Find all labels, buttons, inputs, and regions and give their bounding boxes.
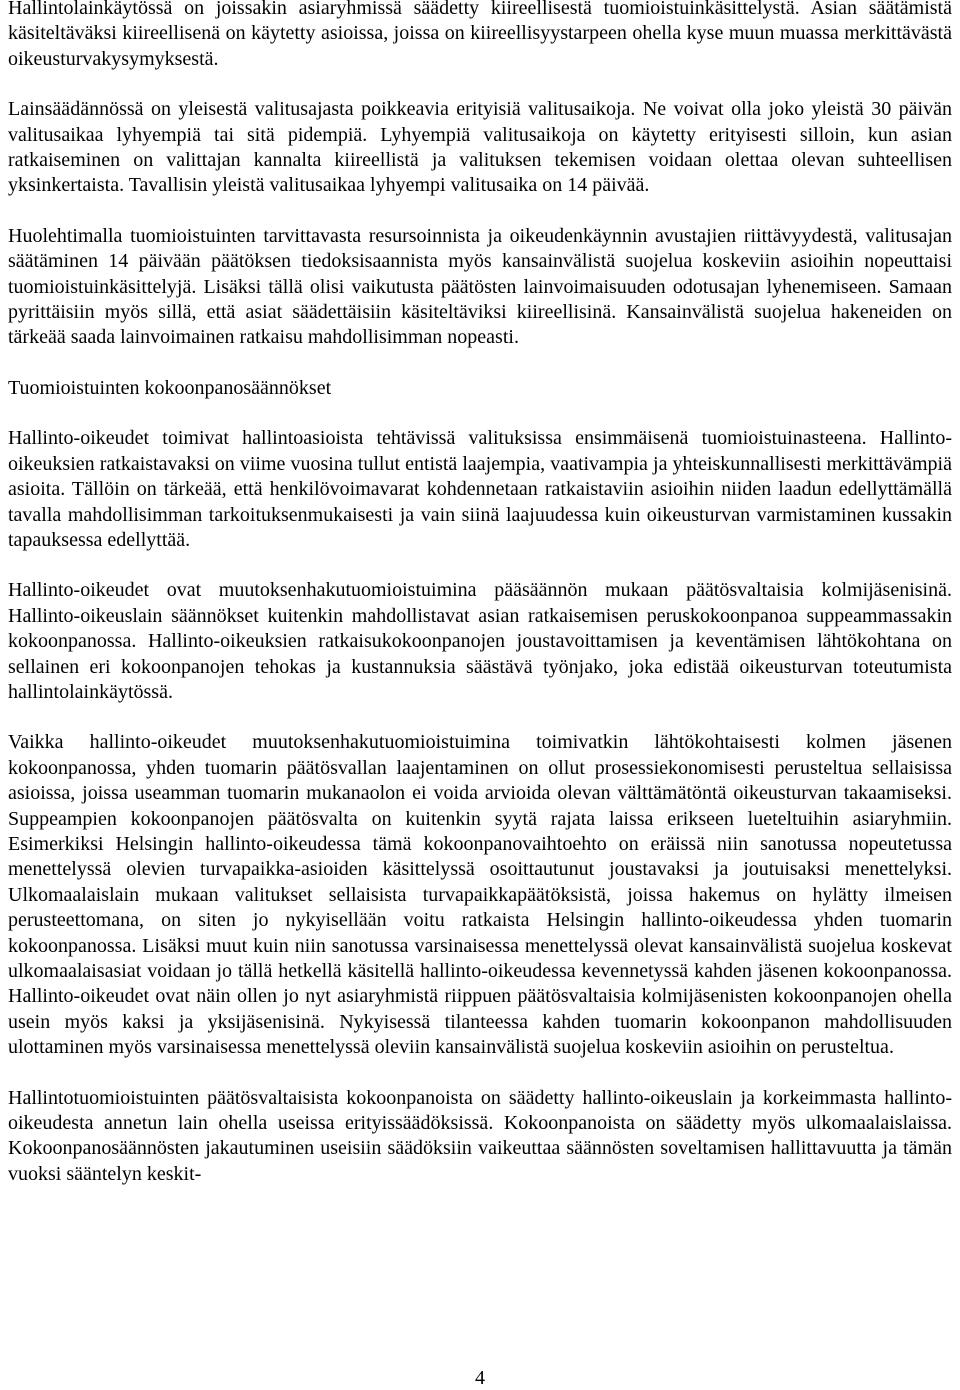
paragraph-three-member: Hallinto-oikeudet ovat muutoksenhakutuomioistuimina pääsäännön mukaan päätösvaltaisia kolmijäsenisinä. Hallinto-oikeuslain säännökset kuitenkin mahdollistavat asian ratkaisemisen peruskokoonpanoa suppeammassakin kokoonpanossa. Hallinto-oikeuksien ratkaisukokoonpanojen joustavoittamisen ja keventämisen lähtökohtana on sellainen eri kokoonpanojen tehokas ja kustannuksia säästävä työnjako, joka edistää oikeusturvan toteutumista hallintolainkäytössä. bbox=[8, 579, 952, 703]
page-number: 4 bbox=[475, 1367, 485, 1389]
section-heading: Tuomioistuinten kokoonpanosäännökset bbox=[8, 376, 332, 399]
document-page bbox=[8, 0, 952, 1390]
paragraph-composition-provisions: Hallintotuomioistuinten päätösvaltaisista kokoonpanoista on säädetty hallinto-oikeuslain ja korkeimmasta hallinto-oikeudesta annetun lain ohella useissa erityissäädöksissä. Kokoonpanoista on säädetty myös ulkomaalaislaissa. Kokoonpanosäännösten jakautuminen useisiin säädöksiin vaikeuttaa säännösten soveltamisen hallittavuutta ja tämän vuoksi sääntelyn keskit- bbox=[8, 1086, 952, 1185]
paragraph-resourcing: Huolehtimalla tuomioistuinten tarvittavasta resursoinnista ja oikeudenkäynnin avustajien riittävyydestä, valitusajan säätäminen 14 päivään päätöksen tiedoksisaannista myös kansainvälistä suojelua koskeviin asioihin nopeuttaisi tuomioistuinkäsittelyjä. Lisäksi tällä olisi vaikutusta päätösten lainvoimaisuuden odotusajan lyhenemiseen. Samaan pyrittäisiin myös sillä, että asiat säädettäisiin käsiteltäviksi kiireellisinä. Kansainvälistä suojelua hakeneiden on tärkeää saada lainvoimainen ratkaisu mahdollisimman nopeasti. bbox=[8, 224, 952, 349]
paragraph-first-instance: Hallinto-oikeudet toimivat hallintoasioista tehtävissä valituksissa ensimmäisenä tuomioistuinasteena. Hallinto-oikeuksien ratkaistavaksi on viime vuosina tullut entistä laajempia, vaativampia ja yhteiskunnallisesti merkittävämpiä asioita. Tällöin on tärkeää, että henkilövoimavarat kohdennetaan ratkaistaviin asioihin niiden laadun edellyttämällä tavalla mahdollisimman tarkoituksenmukaisesti ja vain siinä laajuudessa kuin oikeusturvan varmistaminen kussakin tapauksessa edellyttää. bbox=[8, 427, 952, 551]
paragraph-appeal-periods: Lainsäädännössä on yleisestä valitusajasta poikkeavia erityisiä valitusaikoja. Ne voivat olla joko yleistä 30 päivän valitusaikaa lyhyempiä tai sitä pidempiä. Lyhyempiä valitusaikoja on käytetty erityisesti silloin, kun asian ratkaiseminen on valittajan kannalta kiireellistä ja valituksen tekemisen voidaan olettaa olevan suhteellisen yksinkertaista. Tavallisin yleistä valitusaikaa lyhyempi valitusaika on 14 päivää. bbox=[8, 98, 952, 197]
paragraph-urgent-processing: Hallintolainkäytössä on joissakin asiaryhmissä säädetty kiireellisestä tuomioistuinkäsittelystä. Asian säätämistä käsiteltäväksi kiireellisenä on käytetty asioissa, joissa on kiireellisyystarpeen ohella kyse muun muassa merkittävästä oikeusturvakysymyksestä. bbox=[8, 0, 952, 70]
paragraph-single-judge: Vaikka hallinto-oikeudet muutoksenhakutuomioistuimina toimivatkin lähtökohtaisesti kolmen jäsenen kokoonpanossa, yhden tuomarin päätösvallan laajentaminen on ollut prosessiekonomisesti perusteltua sellaisissa asioissa, joissa useamman tuomarin mukanaolon ei voida arvioida olevan välttämätöntä oikeusturvan takaamiseksi. Suppeampien kokoonpanojen päätösvalta on kuitenkin syytä rajata laissa erikseen lueteltuihin asiaryhmiin. Esimerkiksi Helsingin hallinto-oikeudessa tämä kokoonpanovaihtoehto on eräissä niin sanotussa nopeutetussa menettelyssä olevien turvapaikka-asioiden käsittelyssä osoittautunut joustavaksi ja joutuisaksi menettelyksi. Ulkomaalaislain mukaan valitukset sellaisista turvapaikkapäätöksistä, joissa hakemus on hylätty ilmeisen perusteettomana, on siten jo nykyisellään voitu ratkaista Helsingin hallinto-oikeudessa yhden tuomarin kokoonpanossa. Lisäksi muut kuin niin sanotussa varsinaisessa menettelyssä olevat kansainvälistä suojelua koskevat ulkomaalaisasiat voidaan jo tällä hetkellä käsitellä hallinto-oikeudessa kevennetyssä kahden jäsenen kokoonpanossa. Hallinto-oikeudet ovat näin ollen jo nyt asiaryhmistä riippuen päätösvaltaisia kolmijäsenisten kokoonpanojen ohella usein myös kaksi ja yksijäsenisinä. Nykyisessä tilanteessa kahden tuomarin kokoonpanon mahdollisuuden ulottaminen myös varsinaisessa menettelyssä oleviin kansainvälistä suojelua koskeviin asioihin on perusteltua. bbox=[8, 731, 952, 1059]
